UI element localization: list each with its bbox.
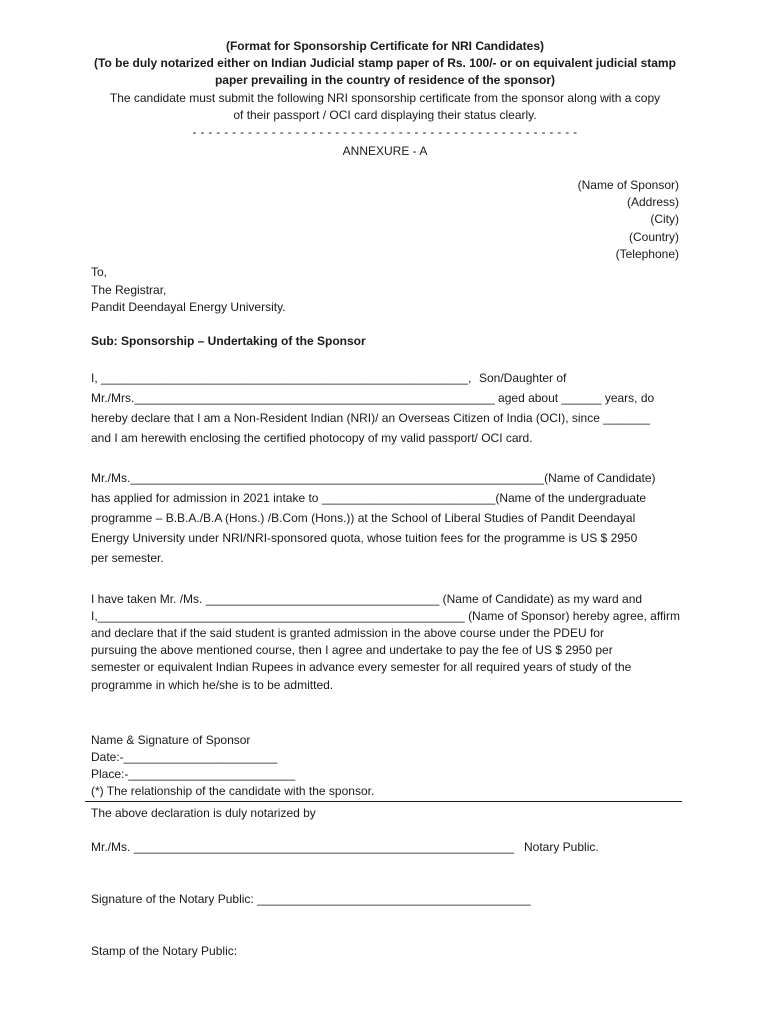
notarization-note-line2: paper prevailing in the country of residence of the sponsor) bbox=[214, 73, 556, 87]
sponsor-signature-label: Name & Signature of Sponsor bbox=[91, 733, 251, 747]
para1-line3: hereby declare that I am a Non-Resident Indian (NRI)/ an Overseas Citizen of India (OCI), since _______ bbox=[91, 411, 650, 425]
para3-line3: and declare that if the said student is granted admission in the above course under the PDEU for bbox=[91, 626, 604, 640]
notary-declaration: The above declaration is duly notarized by bbox=[91, 806, 316, 820]
document-title: (Format for Sponsorship Certificate for NRI Candidates) bbox=[225, 39, 545, 53]
sponsor-city-field: (City) bbox=[650, 212, 679, 226]
place-field: Place:-_________________________ bbox=[91, 767, 296, 781]
notary-stamp-field: Stamp of the Notary Public: bbox=[91, 944, 238, 958]
sponsor-telephone-field: (Telephone) bbox=[615, 247, 679, 261]
instruction-line1: The candidate must submit the following NRI sponsorship certificate from the sponsor along with a copy bbox=[109, 91, 661, 105]
section-divider bbox=[85, 801, 682, 802]
para3-line6: programme in which he/she is to be admitted. bbox=[91, 678, 334, 692]
recipient-to: To, bbox=[91, 265, 108, 279]
recipient-university: Pandit Deendayal Energy University. bbox=[91, 300, 286, 314]
para3-line4: pursuing the above mentioned course, then I agree and undertake to pay the fee of US $ 2950 per bbox=[91, 643, 613, 657]
para1-line4: and I am herewith enclosing the certified photocopy of my valid passport/ OCI card. bbox=[91, 431, 533, 445]
recipient-registrar: The Registrar, bbox=[91, 283, 167, 297]
para2-line3: programme – B.B.A./B.A (Hons.) /B.Com (Hons.)) at the School of Liberal Studies of Pandit Deendayal bbox=[91, 511, 636, 525]
para1-line1: I, _______________________________________________________, bbox=[91, 371, 472, 385]
para2-line5: per semester. bbox=[91, 551, 164, 565]
para2-line4: Energy University under NRI/NRI-sponsored quota, whose tuition fees for the programme is US $ 2950 bbox=[91, 531, 638, 545]
para3-line2: I,_______________________________________________________ (Name of Sponsor) hereby agree, affirm bbox=[91, 609, 680, 623]
notary-name-field: Mr./Ms. _________________________________________________________ bbox=[91, 840, 515, 854]
para1-son-daughter: Son/Daughter of bbox=[479, 371, 567, 385]
relationship-note: (*) The relationship of the candidate with the sponsor. bbox=[91, 784, 375, 798]
para3-line5: semester or equivalent Indian Rupees in advance every semester for all required years of study of the bbox=[91, 660, 632, 674]
dash-separator: - - - - - - - - - - - - - - - - - - - - - - - - - - - - - - - - - - - - - - - - - - - - - - - - - bbox=[192, 125, 578, 139]
annexure-label: ANNEXURE - A bbox=[342, 144, 428, 158]
date-field: Date:-_______________________ bbox=[91, 750, 278, 764]
para2-line1: Mr./Ms.______________________________________________________________(Name of Candidate) bbox=[91, 471, 656, 485]
notary-signature-field: Signature of the Notary Public: _________________________________________ bbox=[91, 892, 531, 906]
para2-line2: has applied for admission in 2021 intake to __________________________(Name of the undergraduate bbox=[91, 491, 647, 505]
sponsor-name-field: (Name of Sponsor) bbox=[577, 178, 679, 192]
instruction-line2: of their passport / OCI card displaying their status clearly. bbox=[233, 108, 537, 122]
notary-public-label: Notary Public. bbox=[524, 840, 599, 854]
notarization-note-line1: (To be duly notarized either on Indian Judicial stamp paper of Rs. 100/- or on equivalent judicial stamp bbox=[94, 56, 676, 70]
para3-line1: I have taken Mr. /Ms. ___________________________________ (Name of Candidate) as my ward and bbox=[91, 592, 643, 606]
sponsor-country-field: (Country) bbox=[628, 230, 679, 244]
sponsor-address-field: (Address) bbox=[626, 195, 679, 209]
para1-line2: Mr./Mrs.______________________________________________________ aged about ______ years, do bbox=[91, 391, 655, 405]
subject-line: Sub: Sponsorship – Undertaking of the Sponsor bbox=[91, 334, 366, 348]
